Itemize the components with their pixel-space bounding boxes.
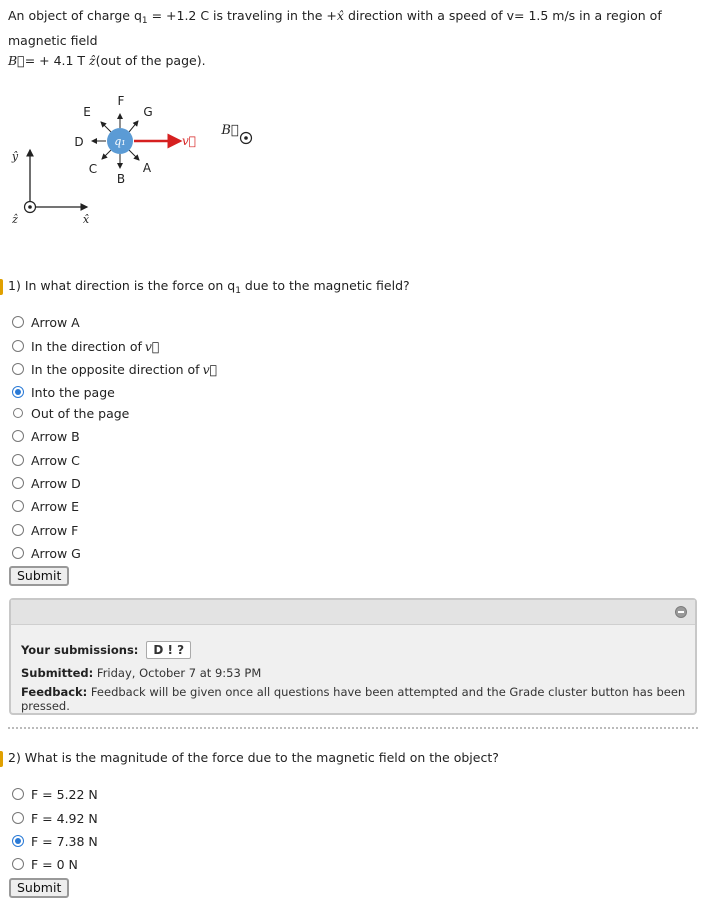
- label-d: D: [74, 135, 84, 149]
- q1-option-arrow-b[interactable]: [12, 427, 80, 445]
- radio-button[interactable]: [12, 500, 24, 512]
- charge-value: = +1.2 C is traveling in the +: [147, 8, 337, 23]
- q1-option-arrow-c[interactable]: [12, 451, 80, 469]
- out-of-page-icon: [241, 133, 252, 144]
- z-hat: ẑ: [89, 53, 96, 68]
- q1-option-arrow-e[interactable]: [12, 497, 79, 515]
- option-label: Arrow C: [31, 452, 80, 468]
- question-divider: [8, 727, 698, 729]
- option-label: F = 5.22 N: [31, 786, 98, 802]
- radio-button[interactable]: [12, 547, 24, 559]
- arrow-e: [101, 122, 111, 132]
- radio-button-selected[interactable]: [12, 386, 24, 398]
- submission-panel: [9, 598, 697, 715]
- q1-option-arrow-d[interactable]: [12, 474, 81, 492]
- q1-option-into-page[interactable]: [12, 383, 115, 401]
- option-label: Into the page: [31, 384, 115, 400]
- problem-intro: An object of charge: [8, 8, 134, 23]
- option-label: Arrow F: [31, 522, 79, 538]
- charge-subscript: 1: [141, 16, 148, 26]
- z-axis-out-icon: [25, 202, 36, 213]
- label-c: C: [88, 162, 98, 176]
- problem-statement: [8, 6, 703, 71]
- feedback-value: Feedback will be given once all questions have been attempted and the Grade cluster button has been pressed.: [21, 685, 686, 713]
- q1-option-direction-of-v[interactable]: [12, 337, 159, 355]
- radio-button[interactable]: [12, 454, 24, 466]
- radio-button[interactable]: [12, 858, 24, 870]
- radio-button[interactable]: [12, 363, 24, 375]
- q1-submit-button[interactable]: Submit: [9, 566, 69, 586]
- option-label: F = 4.92 N: [31, 810, 98, 826]
- panel-header: [11, 600, 695, 625]
- q1-option-opposite-of-v[interactable]: [12, 360, 217, 378]
- question-1-text: [8, 278, 410, 296]
- q1-option-out-of-page[interactable]: [12, 404, 129, 422]
- field-label: B⃗: [221, 123, 239, 138]
- option-label: F = 0 N: [31, 856, 78, 872]
- feedback-row: [21, 685, 695, 713]
- option-label: In the opposite direction of: [31, 361, 200, 377]
- q2-option-4[interactable]: [12, 855, 78, 873]
- radio-button[interactable]: [12, 812, 24, 824]
- question-1-text-b: due to the magnetic field?: [240, 278, 410, 293]
- q2-option-2[interactable]: [12, 809, 98, 827]
- velocity-label: v⃗: [182, 134, 196, 148]
- feedback-label: Feedback:: [21, 685, 88, 699]
- radio-button[interactable]: [12, 524, 24, 536]
- v-symbol: v⃗: [202, 361, 218, 377]
- arrow-a: [129, 150, 139, 160]
- label-e: E: [83, 105, 91, 119]
- question-1-marker: [0, 279, 3, 295]
- charge-symbol: q: [133, 8, 142, 23]
- label-a: A: [142, 161, 152, 175]
- radio-button[interactable]: [12, 316, 24, 328]
- option-label: Arrow E: [31, 498, 80, 514]
- option-label: Arrow G: [31, 545, 81, 561]
- label-f: F: [117, 94, 125, 108]
- q2-submit-button[interactable]: Submit: [9, 878, 69, 898]
- q1-option-arrow-f[interactable]: [12, 521, 78, 539]
- question-2-text: 2) What is the magnitude of the force due to the magnetic field on the object?: [8, 750, 499, 765]
- option-label: Out of the page: [31, 405, 130, 421]
- q1-option-arrow-a[interactable]: [12, 313, 80, 331]
- charge-label: q₁: [114, 135, 126, 148]
- force-diagram: [0, 88, 270, 238]
- radio-button-selected[interactable]: [12, 835, 24, 847]
- submitted-row: [21, 666, 261, 680]
- question-1-subscript: 1: [235, 286, 241, 296]
- collapse-icon[interactable]: [675, 606, 687, 618]
- b-note: (out of the page).: [95, 53, 206, 68]
- axis-x-label: x̂: [82, 213, 90, 226]
- axis-y-label: ŷ: [11, 150, 19, 163]
- arrow-g: [129, 121, 138, 132]
- label-g: G: [143, 105, 153, 119]
- question-1-number: 1): [8, 278, 21, 293]
- option-label: Arrow A: [31, 314, 80, 330]
- v-symbol: v⃗: [144, 338, 160, 354]
- radio-button[interactable]: [12, 340, 24, 352]
- option-label: Arrow D: [31, 475, 81, 491]
- q2-option-1[interactable]: [12, 785, 98, 803]
- submission-value: D ! ?: [146, 641, 191, 659]
- b-symbol: B⃗: [8, 53, 25, 68]
- x-hat: x̂: [336, 8, 344, 23]
- option-label: F = 7.38 N: [31, 833, 98, 849]
- submissions-row: [21, 641, 191, 659]
- q2-option-3[interactable]: [12, 832, 98, 850]
- question-1-text-a: In what direction is the force on q: [20, 278, 236, 293]
- axis-z-label: ẑ: [12, 213, 18, 226]
- submitted-label: Submitted:: [21, 666, 94, 680]
- radio-button[interactable]: [12, 430, 24, 442]
- b-value: = + 4.1 T: [24, 53, 90, 68]
- option-label: Arrow B: [31, 428, 80, 444]
- q1-option-arrow-g[interactable]: [12, 544, 81, 562]
- arrow-c: [102, 150, 111, 159]
- option-label: In the direction of: [31, 338, 142, 354]
- question-2-marker: [0, 751, 3, 767]
- radio-button[interactable]: [12, 477, 24, 489]
- label-b: B: [116, 172, 126, 186]
- radio-button[interactable]: [12, 788, 24, 800]
- radio-button[interactable]: [13, 408, 23, 418]
- submitted-value: Friday, October 7 at 9:53 PM: [93, 666, 262, 680]
- submissions-label: Your submissions:: [21, 643, 139, 657]
- speed-text: direction with a speed of v= 1.5 m/s in a region of magnetic field: [8, 8, 662, 48]
